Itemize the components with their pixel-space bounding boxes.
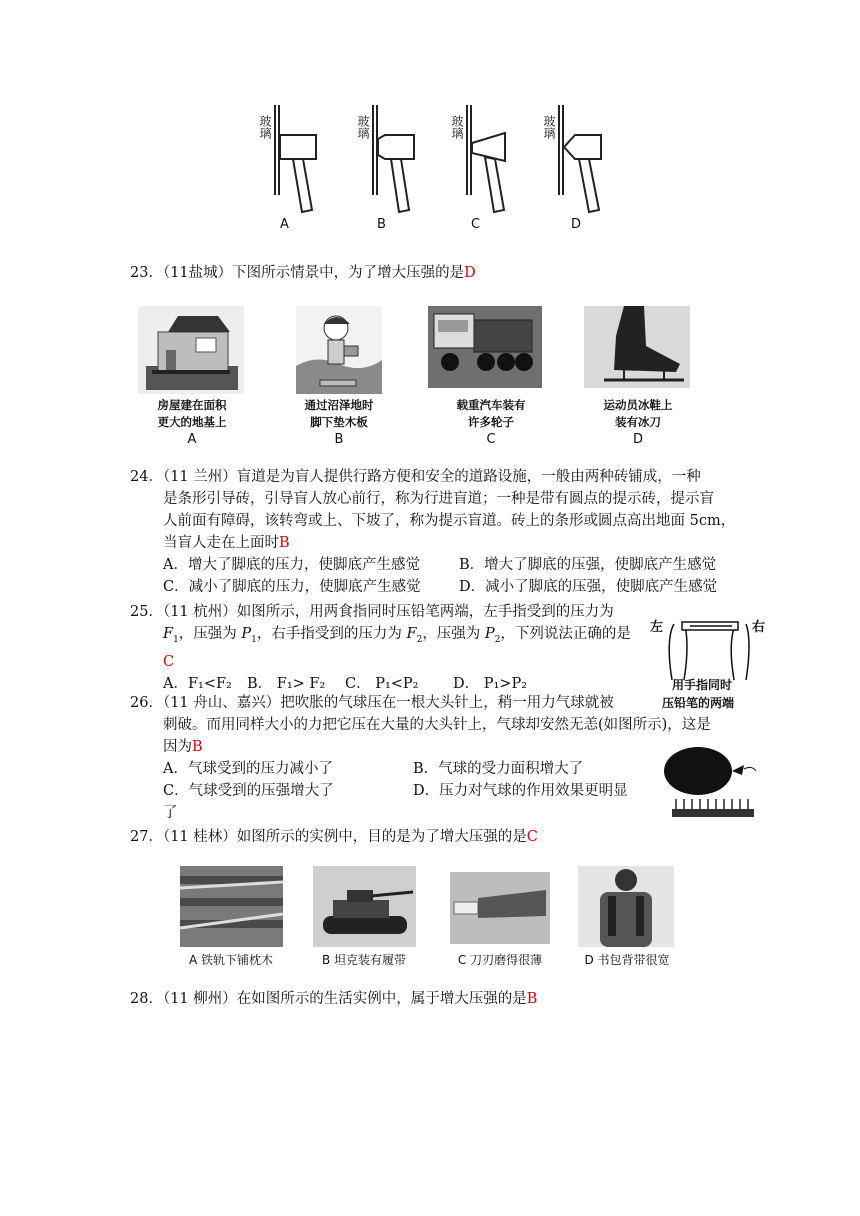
- q24-line-4-text: 当盲人走在上面时: [163, 535, 279, 551]
- hammer-letter-b: B: [377, 217, 386, 232]
- q23-caption-d-line2: 装有冰刀: [615, 415, 661, 429]
- pencil-caption-1: 用手指同时: [672, 678, 733, 692]
- q25-text-l: ，下列说法正确的是: [500, 626, 631, 642]
- q24-line-4: [130, 532, 735, 554]
- glass-label-a: 玻璃: [258, 115, 272, 139]
- q26-line-2: 刺破。而用同样大小的力把它压在大量的大头针上，气球却安然无恙(如图所示)，这是: [163, 717, 711, 733]
- q23-caption-b: [275, 397, 403, 448]
- q23-caption-a-line2: 更大的地基上: [157, 415, 227, 429]
- q23-caption-d: [574, 397, 702, 448]
- q26-option-d-wrap: 了: [163, 805, 178, 821]
- q26-answer: B: [192, 739, 203, 755]
- q25-p2-sub: 2: [494, 634, 501, 645]
- q24-option-a: A．增大了脚底的压力，使脚底产生感觉: [163, 557, 420, 573]
- q23-caption-c: [427, 397, 555, 448]
- glass-label-b: 玻璃: [356, 115, 370, 139]
- q25-p-sub: 1: [251, 634, 257, 645]
- q25-text-c: ，压强为: [178, 626, 242, 642]
- q26-options-row-2: [130, 780, 711, 802]
- q28-answer: B: [526, 991, 538, 1007]
- q27-figure-a: [180, 866, 283, 947]
- q25-f-symbol: F: [163, 626, 174, 642]
- q25-p-symbol: P: [241, 626, 252, 642]
- q27-caption-c: C 刀刃磨得很薄: [457, 953, 543, 967]
- house-image: [138, 306, 244, 394]
- ice-skate-image: [584, 306, 690, 388]
- q27-answer: C: [526, 829, 538, 845]
- q25-line-2: [130, 623, 631, 651]
- balloon-figure: [660, 745, 760, 821]
- q23-caption-b-line1: 通过沼泽地时: [304, 398, 374, 412]
- backpack-image: [578, 866, 674, 947]
- hammer-letter-a: A: [280, 217, 289, 232]
- q24-option-c: C．减小了脚底的压力，使脚底产生感觉: [163, 579, 421, 595]
- truck-image: [428, 306, 542, 388]
- q27-caption-b: B 坦克装有履带: [321, 953, 407, 967]
- q27-figure-b: [313, 866, 416, 947]
- pencil-caption-2: 压铅笔的两端: [662, 696, 735, 710]
- hammer-letter-d: D: [571, 217, 582, 232]
- q24-options-row-2: [130, 576, 735, 598]
- q23-caption-d-letter: D: [632, 432, 643, 447]
- q23-caption-d-line1: 运动员冰鞋上: [603, 398, 673, 412]
- q23-caption-b-letter: B: [334, 432, 344, 447]
- q27-figure-d: [578, 866, 674, 947]
- q25-f2-symbol: F: [406, 626, 417, 642]
- q25-p2-symbol: P: [484, 626, 495, 642]
- q27-caption-d: D 书包背带很宽: [584, 953, 670, 967]
- q26-line-3-text: 因为: [163, 739, 192, 755]
- glass-label-c: 玻璃: [450, 115, 464, 139]
- q23-caption-a-line1: 房屋建在面积: [157, 398, 227, 412]
- q25-option-d: D． P₁>P₂: [453, 675, 528, 692]
- pencil-left-label: 左: [650, 620, 664, 635]
- hammer-figure-drawing: [255, 95, 615, 240]
- q26-options-row-1: [130, 758, 711, 780]
- q24-line-1: 24．（11 兰州）盲道是为盲人提供行路方便和安全的道路设施，一般由两种砖铺成，一种: [130, 469, 701, 485]
- rail-sleepers-image: [180, 866, 283, 947]
- q25-answer: C: [163, 653, 175, 670]
- q27-text: 27．（11 桂林）如图所示的实例中，目的是为了增大压强的是: [130, 829, 527, 845]
- q24-line-3: 人前面有障碍，该转弯或上、下坡了，称为提示盲道。砖上的条形或圆点高出地面 5cm，: [163, 513, 736, 529]
- question-24: [130, 466, 735, 598]
- q23-caption-c-line2: 许多轮子: [468, 415, 514, 429]
- hammer-letter-c: C: [471, 217, 481, 232]
- q26-option-b: B．气球的受力面积增大了: [413, 761, 584, 777]
- q25-option-b: B． F₁> F₂: [247, 675, 326, 692]
- q25-option-c: C． P₁<P₂: [345, 675, 419, 692]
- q26-option-d: D．压力对气球的作用效果更明显: [413, 783, 628, 799]
- tank-image: [313, 866, 416, 947]
- q23-caption-a: [128, 397, 256, 448]
- q23-answer: D: [464, 265, 476, 281]
- knife-image: [450, 872, 550, 944]
- q25-text-i: ，压强为: [422, 626, 485, 642]
- q26-option-a: A．气球受到的压力减小了: [163, 761, 333, 777]
- q25-text-f: ，右手指受到的压力为: [256, 626, 407, 642]
- q26-line-3: [130, 736, 711, 758]
- q24-option-b: B．增大了脚底的压强，使脚底产生感觉: [459, 557, 717, 573]
- q27-figure-c: [450, 872, 550, 944]
- q26-line-1: 26．（11 舟山、嘉兴）把吹胀的气球压在一根大头针上，稍一用力气球就被: [130, 695, 614, 711]
- question-26: [130, 692, 711, 824]
- balloon-pins-drawing: [660, 745, 760, 821]
- q25-f2-sub: 2: [416, 634, 423, 645]
- question-28: [130, 988, 537, 1010]
- q24-option-d: D．减小了脚底的压强，使脚底产生感觉: [459, 579, 718, 595]
- girl-swamp-image: [296, 306, 382, 394]
- q23-figure-d: [584, 306, 690, 388]
- q23-figure-b: [296, 306, 382, 394]
- q23-caption-c-letter: C: [486, 432, 496, 447]
- glass-label-d: 玻璃: [542, 115, 556, 139]
- q25-f-sub: 1: [173, 634, 179, 645]
- question-23: [130, 262, 476, 284]
- q24-line-2: 是条形引导砖，引导盲人放心前行，称为行进盲道；一种是带有圆点的提示砖，提示盲: [163, 491, 714, 507]
- q24-options-row-1: [130, 554, 735, 576]
- q26-option-c: C．气球受到的压强增大了: [163, 783, 334, 799]
- q25-option-a: A．F₁<F₂: [163, 675, 232, 692]
- hammer-figure: [255, 95, 615, 240]
- question-27: [130, 826, 538, 848]
- q23-caption-c-line1: 载重汽车装有: [456, 398, 526, 412]
- q23-text: 23．（11盐城）下图所示情景中，为了增大压强的是: [130, 265, 465, 281]
- q23-caption-b-line2: 脚下垫木板: [310, 415, 368, 429]
- q25-line-1: 25．（11 杭州）如图所示，用两食指同时压铅笔两端，左手指受到的压力为: [130, 604, 614, 620]
- q27-caption-a: A 铁轨下铺枕木: [188, 953, 274, 967]
- pencil-right-label: 右: [752, 620, 766, 635]
- q23-figure-c: [428, 306, 542, 388]
- q28-text: 28．（11 柳州）在如图所示的生活实例中，属于增大压强的是: [130, 991, 527, 1007]
- q25-line-3: [130, 651, 631, 673]
- q24-answer: B: [279, 535, 290, 551]
- q23-caption-a-letter: A: [187, 432, 197, 447]
- q23-figure-a: [138, 306, 244, 394]
- question-25: [130, 601, 631, 695]
